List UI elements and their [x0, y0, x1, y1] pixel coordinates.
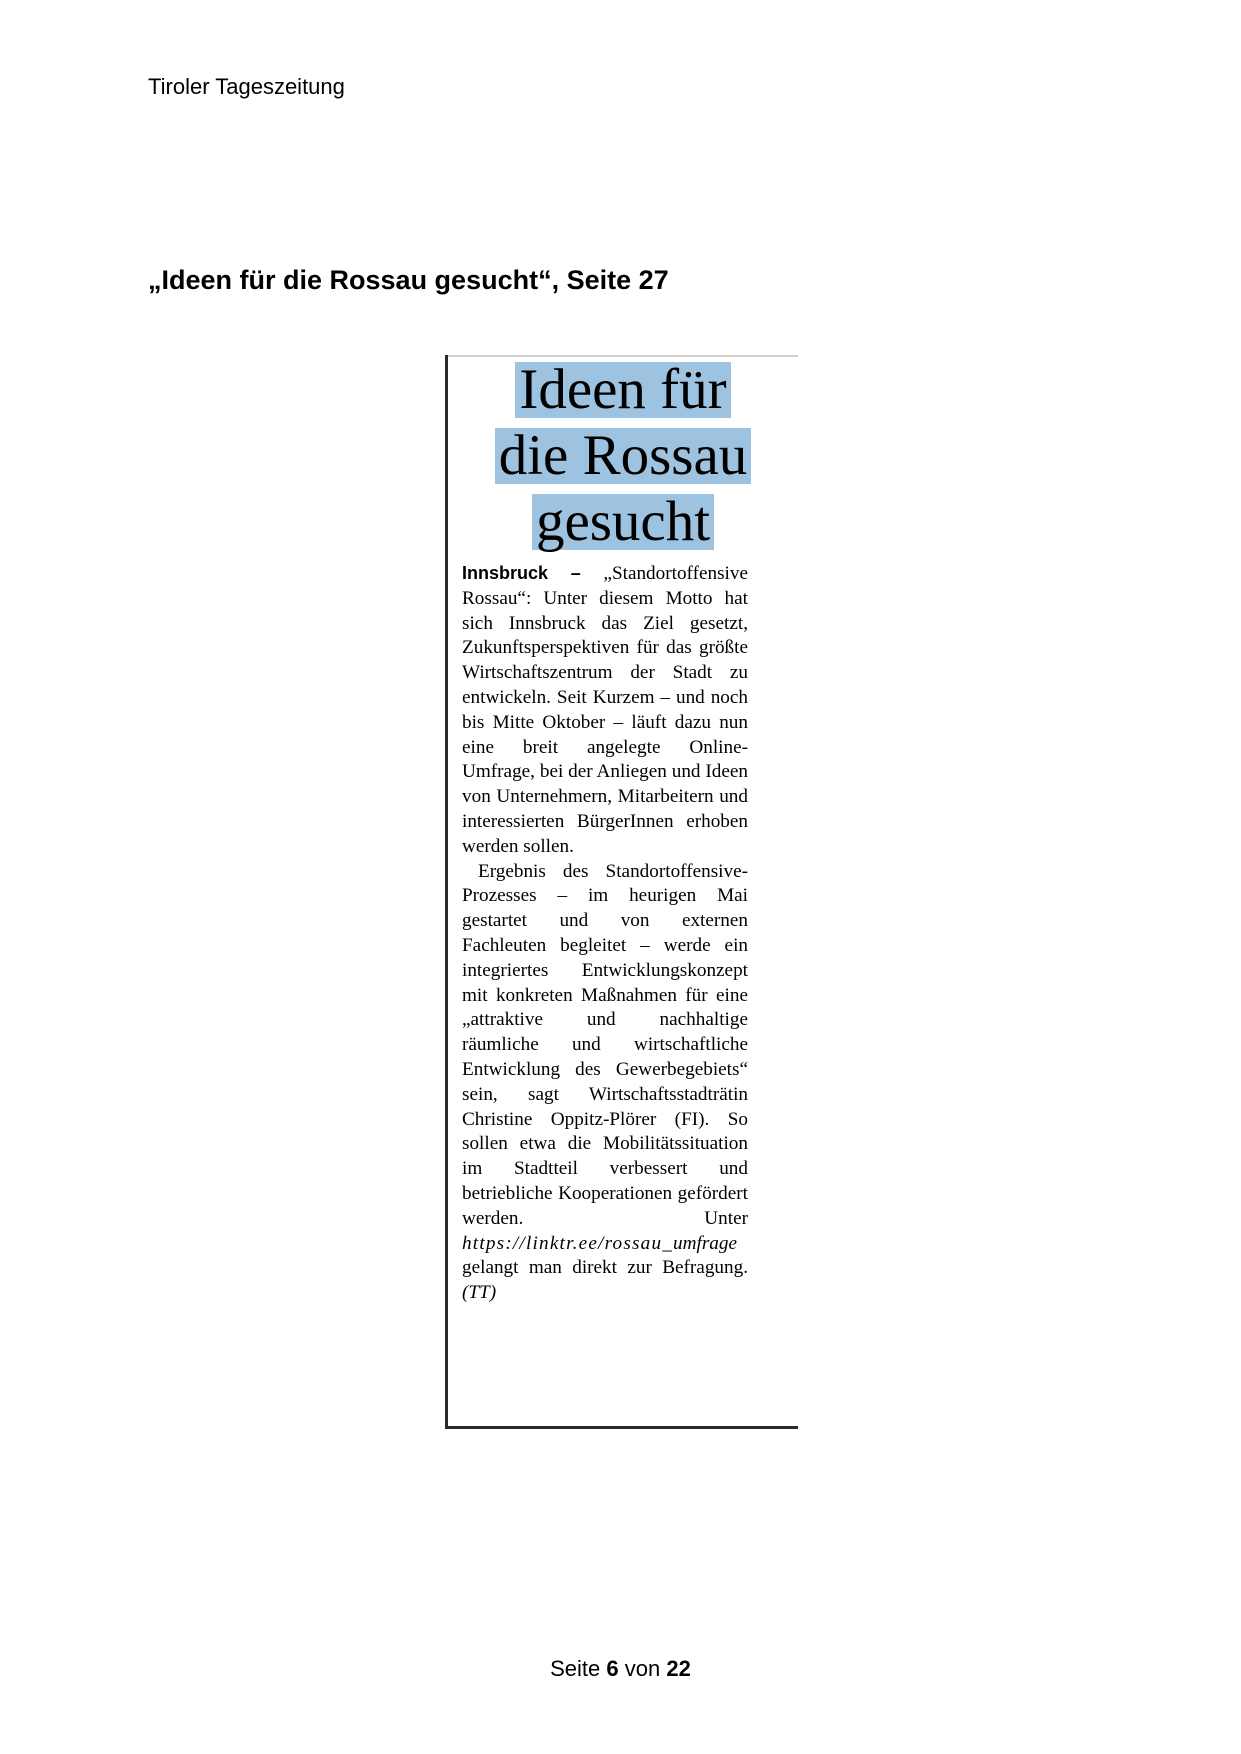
page-prefix: Seite [550, 1656, 601, 1681]
page-total: 22 [666, 1656, 691, 1681]
headline-line-3: gesucht [532, 494, 714, 550]
newspaper-source: Tiroler Tageszeitung [148, 74, 345, 99]
headline-line-2: die Rossau [495, 428, 752, 484]
page-current: 6 [606, 1656, 619, 1681]
article-body [462, 561, 748, 1306]
clipping-top-rule [448, 355, 798, 357]
article-paragraph-1 [462, 561, 748, 860]
section-heading: „Ideen für die Rossau gesucht“, Seite 27 [148, 265, 669, 295]
dateline: Innsbruck – [462, 563, 581, 583]
headline-line-1: Ideen für [515, 362, 730, 418]
paragraph-2-text: Ergebnis des Standortoffensive-Prozesses – im heurigen Mai gestartet und von externen Fachleuten begleitet – werde ein integriertes Entwicklungskonzept mit konkreten Maßnahmen für eine „attraktive und nachhaltige räumliche und wirtschaftliche Entwicklung des Gewerbegebiets“ sein, sagt Wirtschaftsstadträtin Christine Oppitz-Plörer (FI). So sollen etwa die Mobilitätssituation im Stadtteil verbessert und betriebliche Kooperationen gefördert werden. Unter [462, 860, 748, 1229]
article-url: https://linktr.ee/rossau_ [462, 1232, 674, 1254]
author-credit: (TT) [462, 1282, 497, 1304]
article-url-tail: umfrage [673, 1232, 737, 1254]
article-clipping [445, 355, 798, 1429]
article-paragraph-2 [462, 860, 748, 1306]
page-separator: von [624, 1656, 661, 1681]
page-number [0, 1656, 1241, 1682]
paragraph-1-text: „Standortoffensive Rossau“: Unter diesem Motto hat sich Innsbruck das Ziel gesetzt, Zukunftsperspektiven für das größte Wirtschaftszentrum der Stadt zu entwickeln. Seit Kurzem – und noch bis Mitte Oktober – läuft dazu nun eine breit angelegte Online-Umfrage, bei der Anliegen und Ideen von Unternehmern, Mitarbeitern und interessierten BürgerInnen erhoben werden sollen. [462, 563, 749, 857]
article-headline [448, 357, 798, 555]
closing-text: gelangt man direkt zur Befragung. [462, 1257, 748, 1279]
